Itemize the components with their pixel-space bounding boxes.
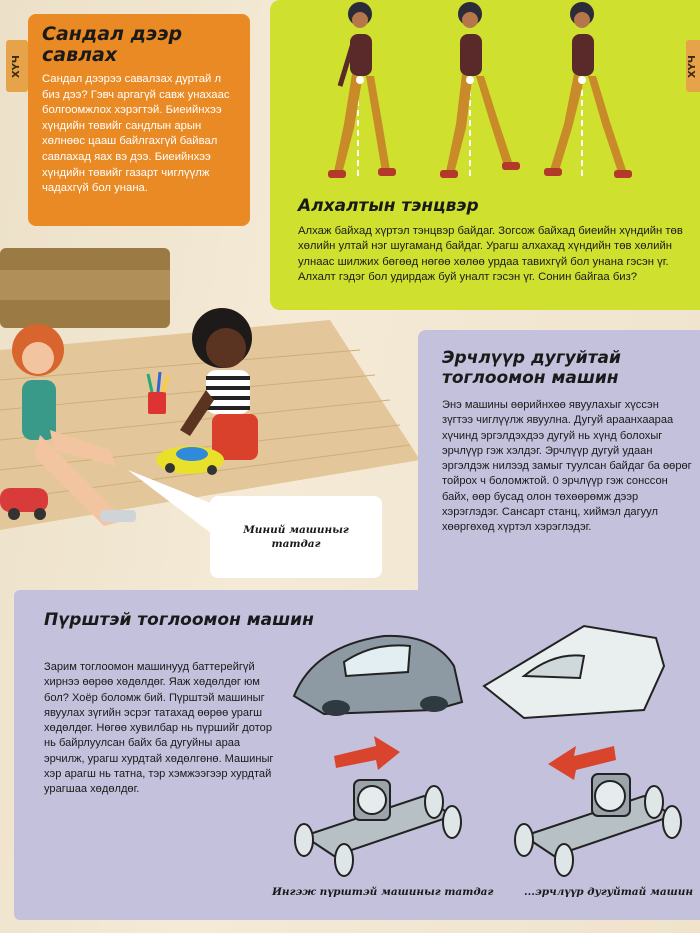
flywheel-car-box bbox=[418, 330, 700, 590]
speech-bubble bbox=[210, 496, 382, 578]
walking-balance-text: Алхаж байхад хүртэл тэнцвэр байдаг. Зогсож байхад биеийн хүндийн төв хөлийн ултай нэг шугаманд байдаг. Урагш алхахад хүндийн төв хөлийн улнаас шилжих бөгөөд нөгөө хөлөө урдаа тавихгүй бол унана гэсэн үг. Алхалт гэдэг бол удирдаж буй уналт гэсэн үг. Сонин байгаа биз? bbox=[298, 225, 683, 284]
flywheel-car-chassis bbox=[515, 774, 681, 876]
flywheel-car-title: Эрчлүүр дугуйтай тоглоомон машин bbox=[442, 348, 621, 388]
pencil-cup bbox=[148, 392, 166, 414]
spring-car-box bbox=[14, 590, 700, 920]
toy-car-mechanism-illustration bbox=[284, 606, 694, 886]
walking-girl-illustration bbox=[270, 0, 700, 190]
flywheel-car-text: Энэ машины өөрийнхөө явуулахыг хүссэн зүгтээ чиглүүлж явуулна. Дугуй араанхаараа хүчинд эргэлдэхдээ дугуй нь хүнд болохыг эрчлүүр гэж хэлдэг. Эрчлүүр дугуй удаан эргэлдэж нилээд замыг туулсан байдаг ба өөрөг тойрох ч боломжтой. 0 эрчлүүр гэж сонссон байх, өөр бусад олон төхөөрөмж дээр хэрэглэдэг. Сансарт станц, хиймэл дагуул хөөргөхөд хүртэл хэрэглэдэг. bbox=[442, 399, 692, 534]
walker-figure-1 bbox=[328, 2, 396, 180]
spring-car-title: Пүрштэй тоглоомон машин bbox=[44, 610, 314, 630]
chapter-tab-right-label: ХҮЧ bbox=[687, 54, 699, 78]
rocking-chair-box bbox=[28, 14, 250, 226]
flywheel-car-caption: ...эрчлүүр дугуйтай машин bbox=[524, 886, 694, 898]
spring-car-chassis bbox=[295, 780, 461, 876]
chapter-tab-right bbox=[686, 40, 700, 92]
chapter-tab-left bbox=[6, 40, 28, 92]
spring-car-caption: Ингэж пүрштэй машиныг татдаг bbox=[272, 886, 494, 898]
walking-balance-title: Алхалтын тэнцвэр bbox=[298, 196, 479, 216]
chapter-tab-left-label: ХҮЧ bbox=[11, 54, 23, 78]
rocking-chair-title: Сандал дээр савлах bbox=[42, 23, 183, 66]
spring-car-text: Зарим тоглоомон машинууд баттерейгүй хирнээ өөрөө хөдөлдөг. Яаж хөдөлдөг юм бол? Хоёр боломж бий. Пүрштэй машиныг явуулах зүгийн эсрэг татахад өөрөө урагш хөдөлдөг. Нөгөө хувилбар нь пүршийг дотор нь байрлуулсан байх ба дугуйны араа эрчилж, урагш хурдтай хөдөлгөнө. Машиныг хэр арагш нь татна, тэр хэмжээгээр хурдтай урагшаа хөдөлдөг. bbox=[44, 661, 274, 796]
speech-bubble-text: Миний машиныг татдаг bbox=[243, 524, 349, 550]
walker-figure-2 bbox=[440, 2, 520, 180]
arrow-right-icon bbox=[334, 736, 400, 770]
walker-figure-3 bbox=[544, 2, 632, 180]
spring-car-body bbox=[294, 636, 462, 716]
flywheel-car-body bbox=[484, 626, 664, 718]
rocking-chair-text: Сандал дээрээ савалзах дуртай л биз дээ? Гэвч аргагүй савж унахаас болгоомжлох хэрэгтэй. Биеийнхээ хүндийн төвийг сандлын арын хөлнөөс цааш байлгахгүй байвал савлахад яах вэ дээ. Биеийнхээ хүндийн төвийг газарт чиглүүлж чадахгүй бол унана. bbox=[42, 73, 230, 195]
